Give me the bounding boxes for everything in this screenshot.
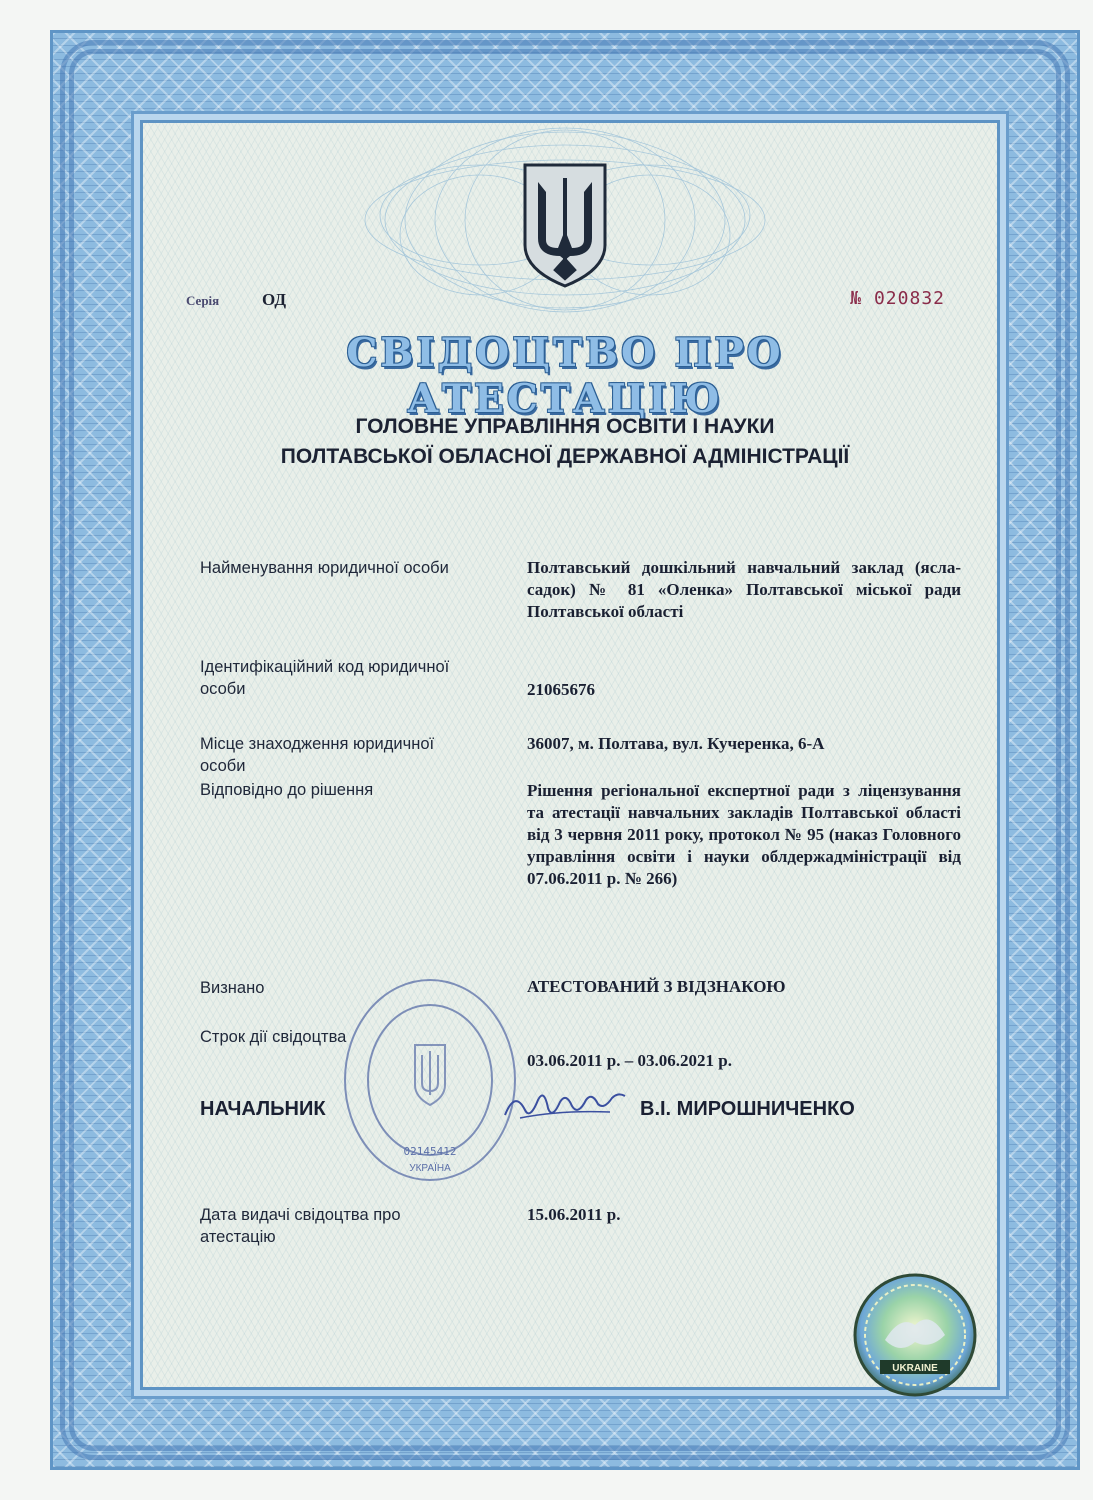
location-value: 36007, м. Полтава, вул. Кучеренка, 6-А	[527, 734, 825, 753]
trident-emblem-icon	[520, 160, 610, 290]
stamp-code: 02145412	[403, 1145, 457, 1158]
signature	[500, 1080, 630, 1130]
official-stamp	[340, 975, 520, 1185]
authority-line: ПОЛТАВСЬКОЇ ОБЛАСНОЇ ДЕРЖАВНОЇ АДМІНІСТРАЦІЇ	[280, 445, 850, 468]
decision-value: Рішення регіональної експертної ради з ліцензування та атестації навчальних закладів Полтавської області від 3 червня 2011 року, протокол № 95 (наказ Головного управління освіти і науки облдержадміністрації від 07.06.2011 р. № 266)	[527, 781, 961, 888]
validity-label: Строк дії свідоцтва	[200, 1028, 347, 1046]
name-value: Полтавський дошкільний навчальний заклад (ясла-садок) № 81 «Оленка» Полтавської міської ради Полтавської області	[527, 558, 961, 621]
issue-date-value: 15.06.2011 р.	[527, 1205, 621, 1224]
decision-label: Відповідно до рішення	[200, 781, 374, 799]
issue-date-label: Дата видачі свідоцтва про атестацію	[200, 1206, 401, 1246]
series-label: Серія	[186, 293, 220, 308]
location-label: Місце знаходження юридичної особи	[200, 735, 435, 775]
code-label: Ідентифікаційний код юридичної особи	[200, 658, 450, 698]
signatory-position: НАЧАЛЬНИК	[200, 1098, 326, 1120]
signatory-name: В.І. МИРОШНИЧЕНКО	[640, 1098, 855, 1120]
issuing-authority	[190, 412, 940, 472]
certificate-title: СВІДОЦТВО ПРО АТЕСТАЦІЮ	[346, 330, 784, 422]
validity-value: 03.06.2011 р. – 03.06.2021 р.	[527, 1051, 732, 1070]
authority-line: ГОЛОВНЕ УПРАВЛІННЯ ОСВІТИ І НАУКИ	[355, 415, 775, 438]
hologram-text: UKRAINE	[892, 1363, 938, 1374]
stamp-country: УКРАЇНА	[409, 1163, 451, 1174]
recognized-value: АТЕСТОВАНИЙ З ВІДЗНАКОЮ	[527, 977, 786, 996]
name-label: Найменування юридичної особи	[200, 559, 449, 577]
series-value: ОД	[262, 290, 287, 309]
hologram-seal	[850, 1270, 980, 1400]
code-value: 21065676	[527, 680, 595, 699]
recognized-label: Визнано	[200, 979, 265, 997]
certificate-number: № 020832	[850, 288, 945, 309]
